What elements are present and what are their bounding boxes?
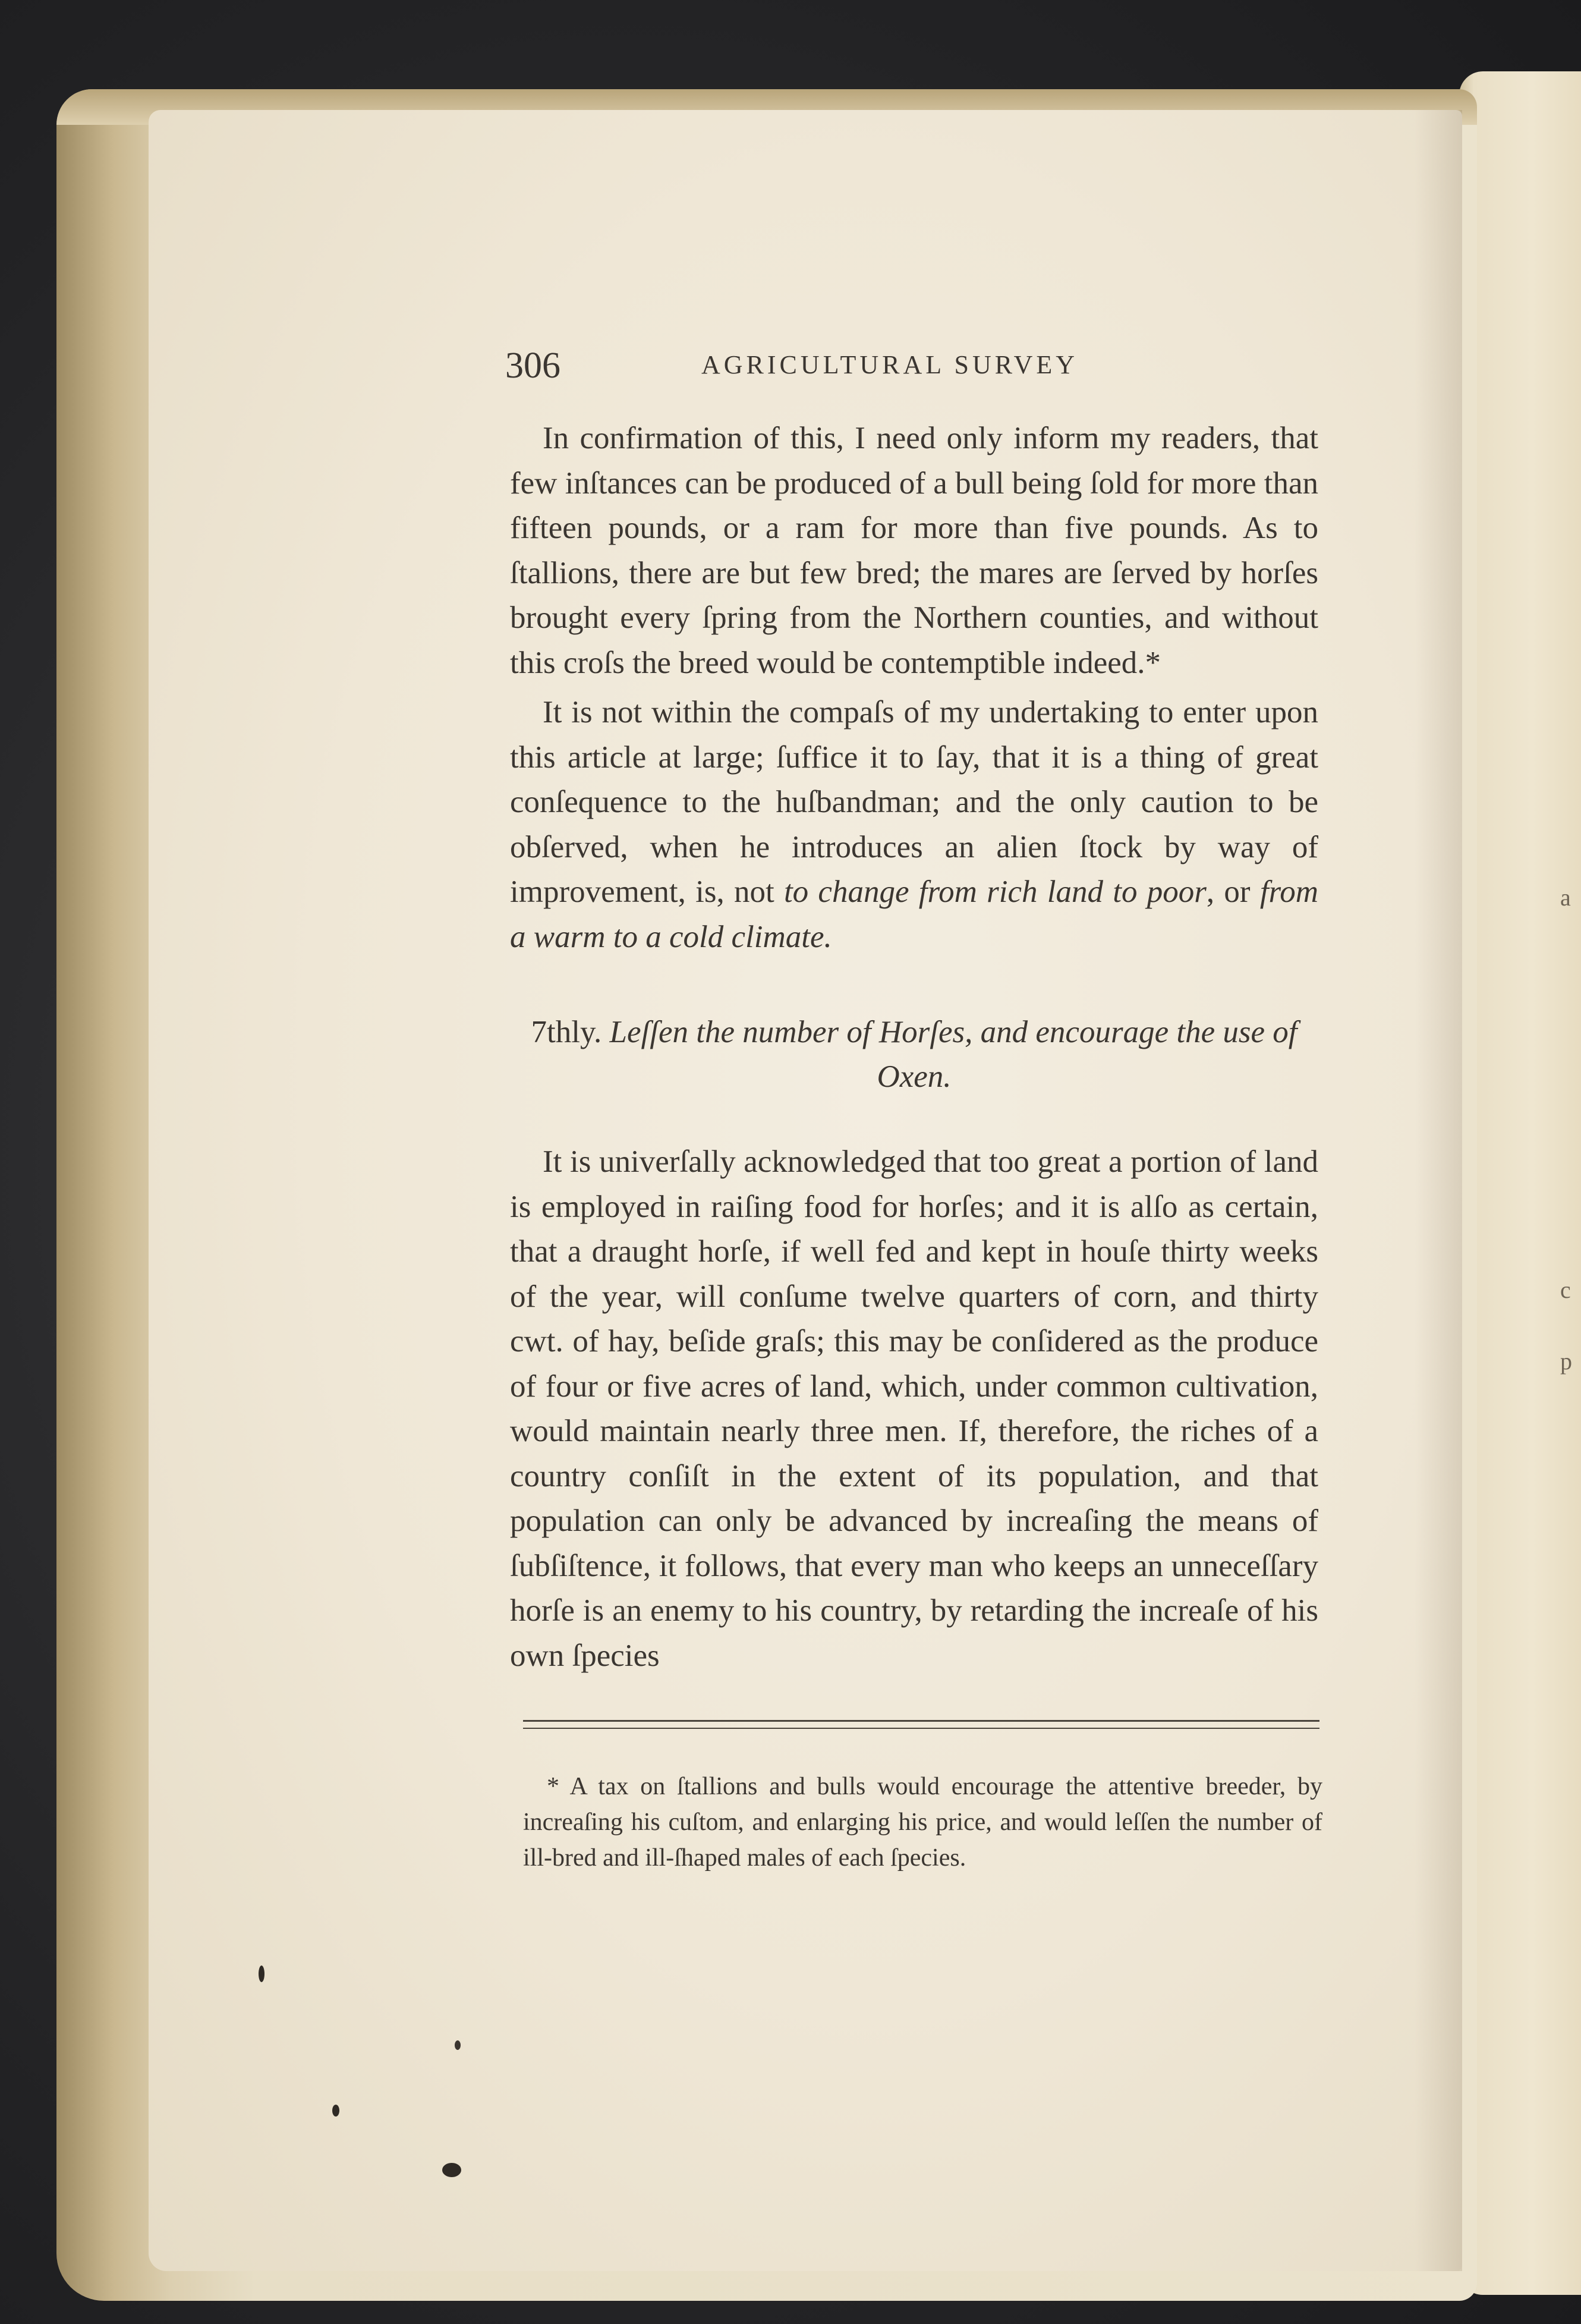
text-run: It is univerſally acknowledged that too great a portion of land is employed in raiſing food for horſes; and it is alſo as certain, that a draught horſe, if well fed and kept in houſe thirty weeks of the year, will conſume twelve quarters of corn, and thirty cwt. of hay, beſide graſs; this may be conſidered as the produce of four or five acres of land, which, under common cultivation, would maintain nearly three men. If, therefore, the riches of a country conſiſt in the extent of its population, and that population can only be advanced by increaſing the means of ſubſiſtence, it follows, that every man who keeps an unneceſſary horſe is an enemy to his country, by retarding the increaſe of his own ſpecies [510, 1144, 1318, 1673]
paragraphs-before-section [510, 416, 1318, 960]
page-number: 306 [505, 345, 560, 386]
footnote: * A tax on ſtallions and bulls would encourage the attentive breeder, by increaſing his cuſtom, and enlarging his price, and would leſſen the number of ill-bred and ill-ſhaped males of each ſpecies. [523, 1773, 1322, 1872]
facing-letter: a [1560, 884, 1571, 911]
paragraph [510, 416, 1318, 685]
text-run: It is not within the compaſs of my undertaking to enter upon this article at large; ſuffice it to ſay, that it is a thing of great conſequence to the huſbandman; and the only caution to be obſerved, when he introduces an alien ſtock by way of improvement, is, not [510, 695, 1318, 909]
paragraph [510, 1140, 1318, 1678]
section-number: 7thly. [531, 1015, 602, 1049]
footnote-rule [523, 1720, 1319, 1729]
page-header [505, 345, 1337, 386]
page-body [510, 416, 1318, 1678]
facing-letter: p [1560, 1348, 1572, 1375]
section-title: Leſſen the number of Horſes, and encourage the use of Oxen. [609, 1015, 1297, 1094]
text-run: In confirmation of this, I need only inform my readers, that few inſtances can be produced of a bull being ſold for more than fifteen pounds, or a ram for more than five pounds. As to ſtallions, there are but few bred; the mares are ſerved by horſes brought every ſpring from the Northern counties, and without this croſs the breed would be contemptible indeed.* [510, 421, 1318, 680]
facing-page-letters [1560, 862, 1581, 1575]
section-heading [510, 1010, 1318, 1099]
italic-text: from a warm to a cold climate. [510, 875, 1318, 954]
speck [455, 2040, 461, 2050]
italic-text: to change from rich land to poor [783, 875, 1207, 909]
paragraph [510, 690, 1318, 960]
page-specks [238, 1962, 535, 2200]
speck [259, 1966, 264, 1982]
speck [442, 2163, 461, 2177]
paragraphs-after-section [510, 1140, 1318, 1678]
text-run: , or [1206, 875, 1260, 909]
page-shadow [1415, 110, 1462, 2271]
running-head: AGRICULTURAL SURVEY [701, 350, 1079, 379]
speck [332, 2105, 339, 2117]
facing-letter: c [1560, 1276, 1571, 1303]
